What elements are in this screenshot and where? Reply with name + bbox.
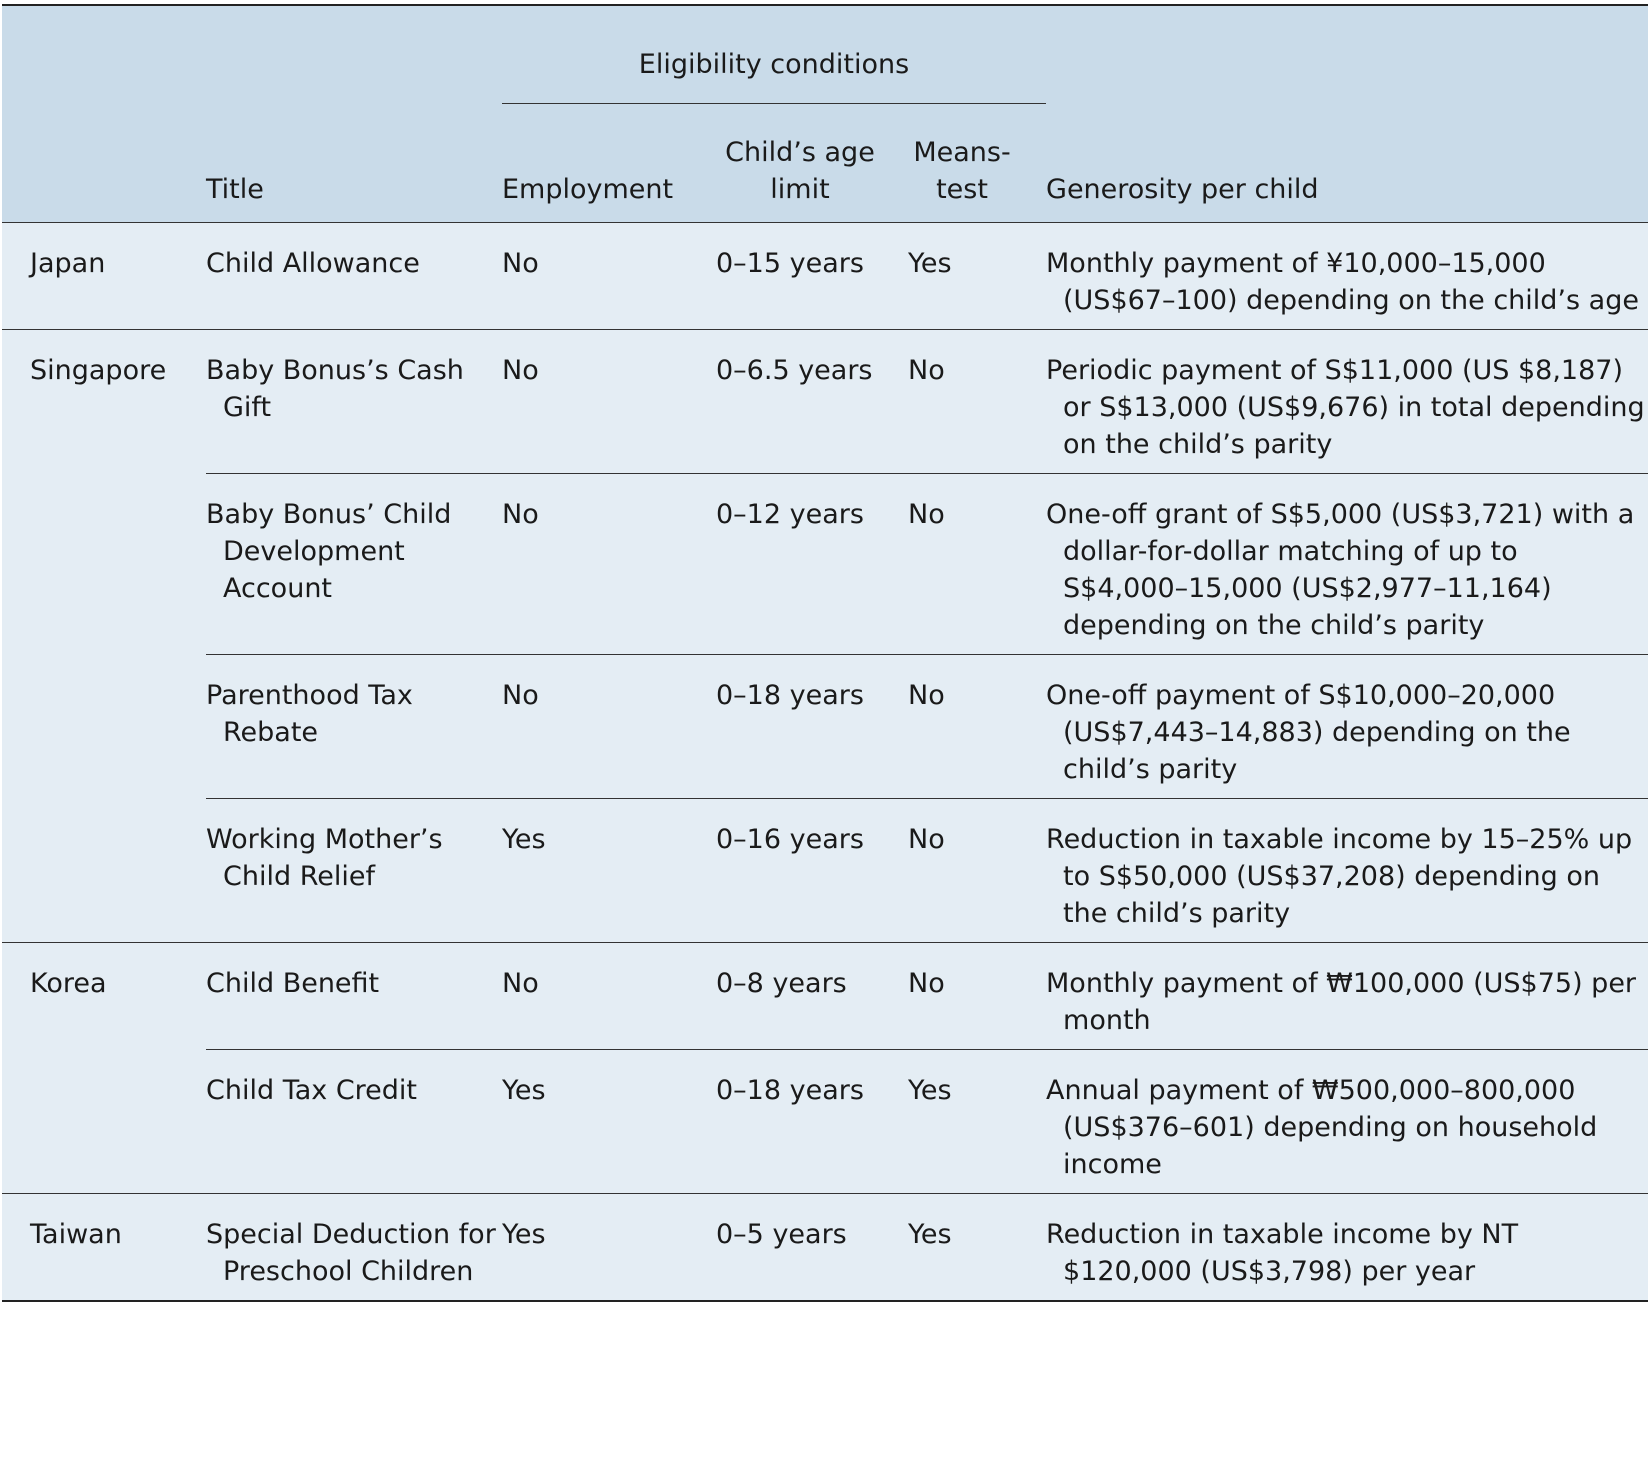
table-row: [2, 655, 1648, 799]
table-row: [2, 943, 1648, 1050]
employment-cell: No: [502, 474, 712, 655]
generosity-cell: Monthly payment of ₩100,000 (US$75) per month: [1046, 943, 1648, 1050]
generosity-cell: Periodic payment of S$11,000 (US $8,187) or S$13,000 (US$9,676) in total depending on the child’s parity: [1046, 330, 1648, 474]
employment-cell: No: [502, 655, 712, 799]
generosity-cell: Annual payment of ₩500,000–800,000 (US$376–601) depending on household income: [1046, 1050, 1648, 1194]
means-test-cell: Yes: [908, 1194, 1046, 1302]
age-limit-cell: 0–5 years: [712, 1194, 908, 1302]
table-row: [2, 330, 1648, 474]
employment-cell: No: [502, 223, 712, 330]
header-spacer: [206, 5, 502, 104]
benefits-table: [2, 4, 1648, 1302]
means-test-cell: No: [908, 474, 1046, 655]
header-generosity: Generosity per child: [1046, 104, 1648, 223]
title-cell: Working Mother’s Child Relief: [206, 799, 502, 943]
title-cell: Parenthood Tax Rebate: [206, 655, 502, 799]
header-spacer: [2, 5, 206, 104]
title-cell: Baby Bonus’s Cash Gift: [206, 330, 502, 474]
header-title: Title: [206, 104, 502, 223]
title-cell: Child Allowance: [206, 223, 502, 330]
title-cell: Special Deduction for Preschool Children: [206, 1194, 502, 1302]
eligibility-header: Eligibility conditions: [502, 5, 1046, 104]
title-cell: Child Tax Credit: [206, 1050, 502, 1194]
means-test-cell: No: [908, 655, 1046, 799]
header-employment: Employment: [502, 104, 712, 223]
employment-cell: No: [502, 943, 712, 1050]
age-limit-cell: 0–18 years: [712, 655, 908, 799]
header-age-limit: Child’s age limit: [712, 104, 908, 223]
title-cell: Child Benefit: [206, 943, 502, 1050]
age-limit-cell: 0–12 years: [712, 474, 908, 655]
means-test-cell: Yes: [908, 223, 1046, 330]
country-cell: Japan: [2, 223, 206, 330]
employment-cell: Yes: [502, 1194, 712, 1302]
age-limit-cell: 0–18 years: [712, 1050, 908, 1194]
header-means-test: Means-test: [908, 104, 1046, 223]
age-limit-cell: 0–6.5 years: [712, 330, 908, 474]
employment-cell: No: [502, 330, 712, 474]
generosity-cell: One-off grant of S$5,000 (US$3,721) with a dollar-for-dollar matching of up to S$4,000–15,000 (US$2,977–11,164) depending on the child’s parity: [1046, 474, 1648, 655]
header-spacer: [1046, 5, 1648, 104]
means-test-cell: Yes: [908, 1050, 1046, 1194]
generosity-cell: One-off payment of S$10,000–20,000 (US$7,443–14,883) depending on the child’s parity: [1046, 655, 1648, 799]
table-header: [2, 5, 1648, 223]
table-row: [2, 1194, 1648, 1302]
country-cell: [2, 799, 206, 943]
country-cell: Singapore: [2, 330, 206, 474]
title-cell: Baby Bonus’ Child Development Account: [206, 474, 502, 655]
table-row: [2, 474, 1648, 655]
means-test-cell: No: [908, 799, 1046, 943]
table-body: [2, 223, 1648, 1302]
generosity-cell: Monthly payment of ¥10,000–15,000 (US$67–100) depending on the child’s age: [1046, 223, 1648, 330]
table-row: [2, 1050, 1648, 1194]
means-test-cell: No: [908, 330, 1046, 474]
country-cell: [2, 655, 206, 799]
table-row: [2, 799, 1648, 943]
age-limit-cell: 0–16 years: [712, 799, 908, 943]
age-limit-cell: 0–8 years: [712, 943, 908, 1050]
means-test-cell: No: [908, 943, 1046, 1050]
header-country: [2, 104, 206, 223]
table-row: [2, 223, 1648, 330]
country-cell: [2, 1050, 206, 1194]
age-limit-cell: 0–15 years: [712, 223, 908, 330]
country-cell: Korea: [2, 943, 206, 1050]
country-cell: [2, 474, 206, 655]
generosity-cell: Reduction in taxable income by 15–25% up to S$50,000 (US$37,208) depending on the child’s parity: [1046, 799, 1648, 943]
country-cell: Taiwan: [2, 1194, 206, 1302]
generosity-cell: Reduction in taxable income by NT $120,000 (US$3,798) per year: [1046, 1194, 1648, 1302]
employment-cell: Yes: [502, 799, 712, 943]
employment-cell: Yes: [502, 1050, 712, 1194]
